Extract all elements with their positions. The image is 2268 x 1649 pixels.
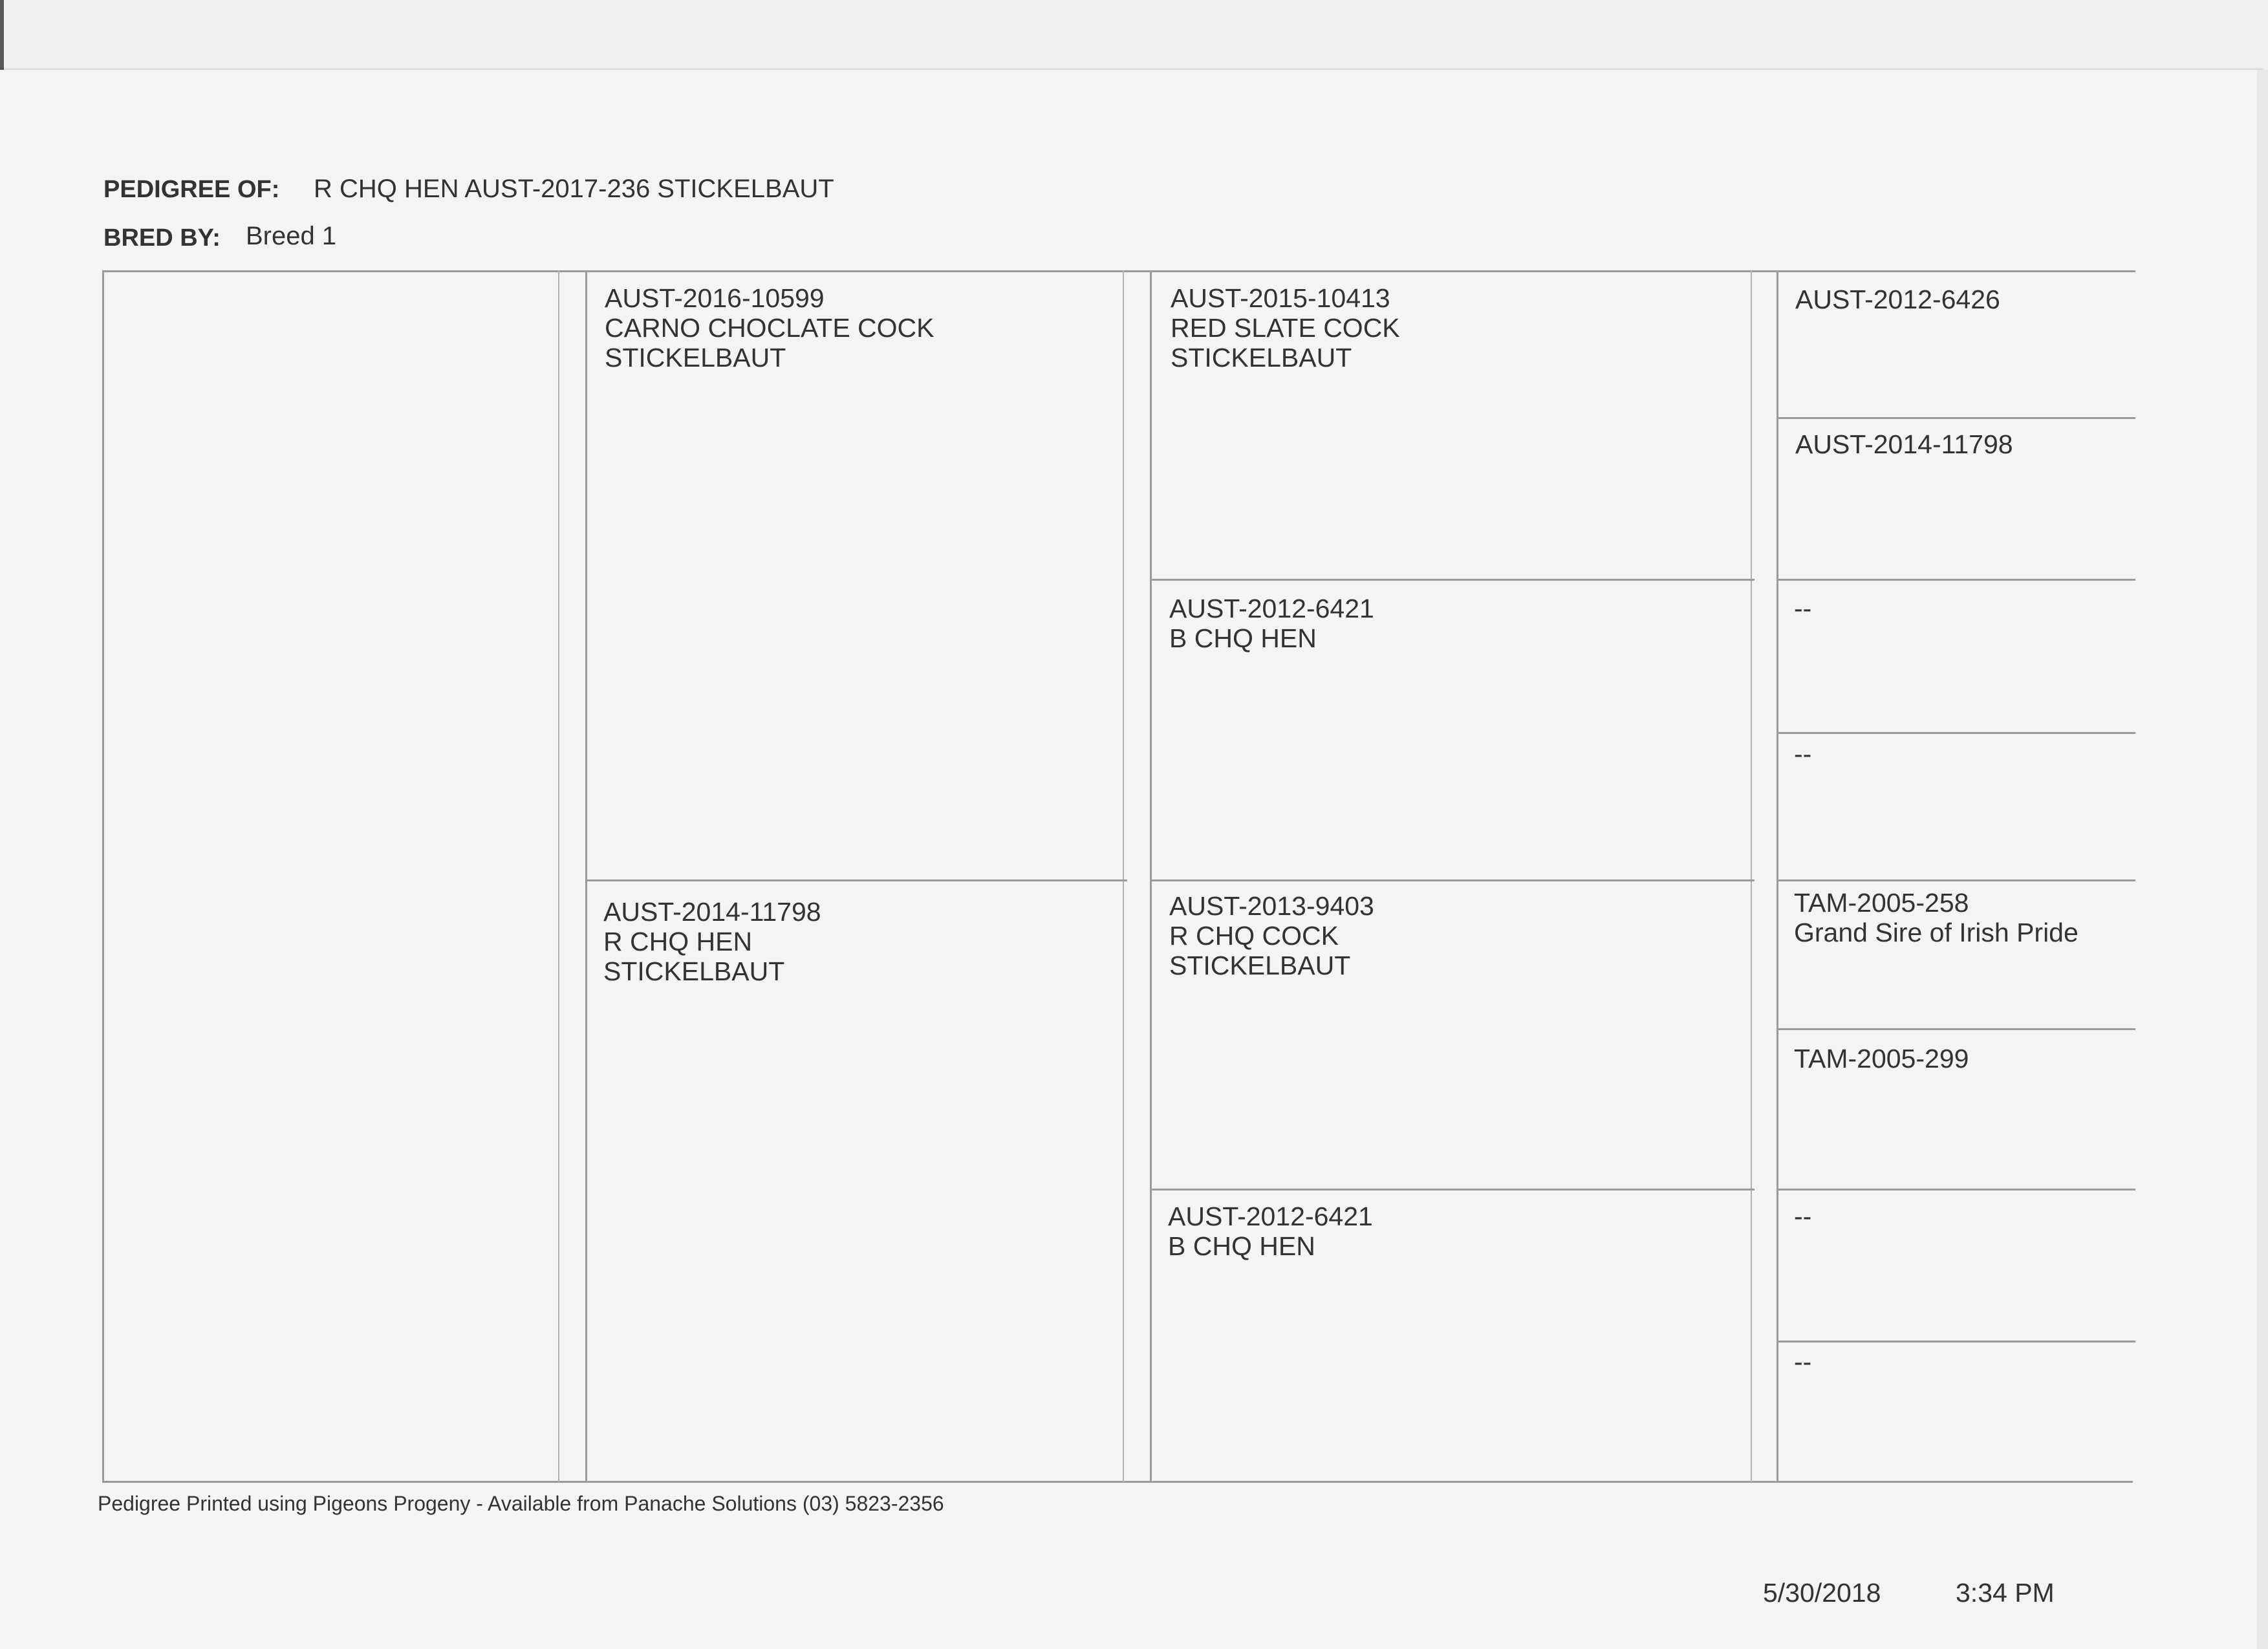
great-grandparent-ring-number: AUST-2014-11798 [1795, 429, 2013, 459]
grandparent-entry [1171, 283, 1400, 372]
grandparents-divider-3 [1150, 1189, 1755, 1191]
bred-by-label: BRED BY: [103, 224, 221, 252]
great-grandparent-entry [1794, 1347, 1811, 1377]
parents-column-left [585, 270, 587, 1482]
grandparent-entry [1169, 891, 1374, 980]
grandparent-description: B CHQ HEN [1169, 623, 1317, 653]
table-top-border [102, 270, 2135, 272]
ggp-divider-3 [1777, 732, 2135, 734]
sire-ring-number: AUST-2016-10599 [605, 283, 825, 313]
table-left-border [102, 270, 104, 1482]
ggp-divider-7 [1777, 1341, 2135, 1342]
great-grandparent-ring-number: -- [1794, 1347, 1812, 1377]
great-grandparent-ring-number: TAM-2005-258 [1794, 888, 1969, 918]
great-grandparent-entry [1795, 285, 2000, 314]
grandparent-entry [1168, 1202, 1373, 1261]
pedigree-of-value: R CHQ HEN AUST-2017-236 STICKELBAUT [314, 175, 834, 203]
scan-background-strip [0, 0, 2268, 70]
ggp-divider-2 [1777, 579, 2135, 581]
subject-column-divider [558, 270, 559, 1482]
great-grandparent-entry [1794, 1202, 1811, 1231]
sheet-edge [2257, 70, 2268, 1649]
dam-entry [603, 897, 821, 986]
great-grandparent-entry [1794, 594, 1811, 623]
print-time: 3:34 PM [1956, 1578, 2055, 1608]
parents-column-right [1123, 270, 1124, 1482]
ggp-divider-5 [1777, 1028, 2135, 1030]
great-grandparent-entry [1794, 888, 2079, 947]
sire-breeder: STICKELBAUT [605, 343, 786, 372]
grandparent-breeder: STICKELBAUT [1169, 951, 1351, 980]
grandparent-ring-number: AUST-2012-6421 [1169, 594, 1374, 623]
dam-description: R CHQ HEN [603, 927, 753, 956]
grandparents-column-right [1751, 270, 1752, 1482]
great-grandparent-ring-number: -- [1794, 1202, 1812, 1231]
grandparent-ring-number: AUST-2012-6421 [1168, 1202, 1373, 1231]
grandparent-ring-number: AUST-2015-10413 [1171, 283, 1390, 313]
great-grandparent-entry [1795, 429, 2013, 459]
grandparents-column-left [1150, 270, 1152, 1482]
parents-divider [585, 879, 1127, 881]
grandparent-entry [1169, 594, 1374, 653]
grandparents-divider-1 [1150, 579, 1755, 581]
sire-description: CARNO CHOCLATE COCK [605, 313, 934, 343]
ggp-divider-1 [1777, 417, 2135, 419]
bred-by-value: Breed 1 [246, 222, 337, 250]
great-grandparent-ring-number: -- [1794, 739, 1812, 769]
scan-edge-shadow [0, 0, 4, 70]
print-date: 5/30/2018 [1763, 1578, 1881, 1608]
grandparent-description: R CHQ COCK [1169, 921, 1339, 951]
pedigree-of-label: PEDIGREE OF: [103, 176, 280, 203]
table-bottom-border [102, 1481, 2133, 1483]
grandparent-ring-number: AUST-2013-9403 [1169, 891, 1374, 921]
ggp-divider-6 [1777, 1189, 2135, 1191]
great-grandparent-description: Grand Sire of Irish Pride [1794, 918, 2079, 947]
great-grandparent-ring-number: AUST-2012-6426 [1795, 285, 2000, 314]
grandparent-breeder: STICKELBAUT [1171, 343, 1352, 372]
dam-ring-number: AUST-2014-11798 [603, 897, 821, 927]
dam-breeder: STICKELBAUT [603, 956, 785, 986]
great-grandparent-ring-number: TAM-2005-299 [1794, 1044, 1969, 1073]
grandparents-divider-2 [1150, 879, 1755, 881]
footer-credit: Pedigree Printed using Pigeons Progeny - Available from Panache Solutions (03) 5823-2356 [98, 1492, 944, 1515]
great-grandparent-ring-number: -- [1794, 594, 1812, 623]
grandparent-description: B CHQ HEN [1168, 1231, 1315, 1261]
ggp-divider-4 [1777, 879, 2135, 881]
great-grandparent-entry [1794, 1044, 1969, 1073]
grandparent-description: RED SLATE COCK [1171, 313, 1400, 343]
great-grandparents-column-left [1777, 270, 1778, 1482]
great-grandparent-entry [1794, 739, 1811, 769]
sire-entry [605, 283, 934, 372]
